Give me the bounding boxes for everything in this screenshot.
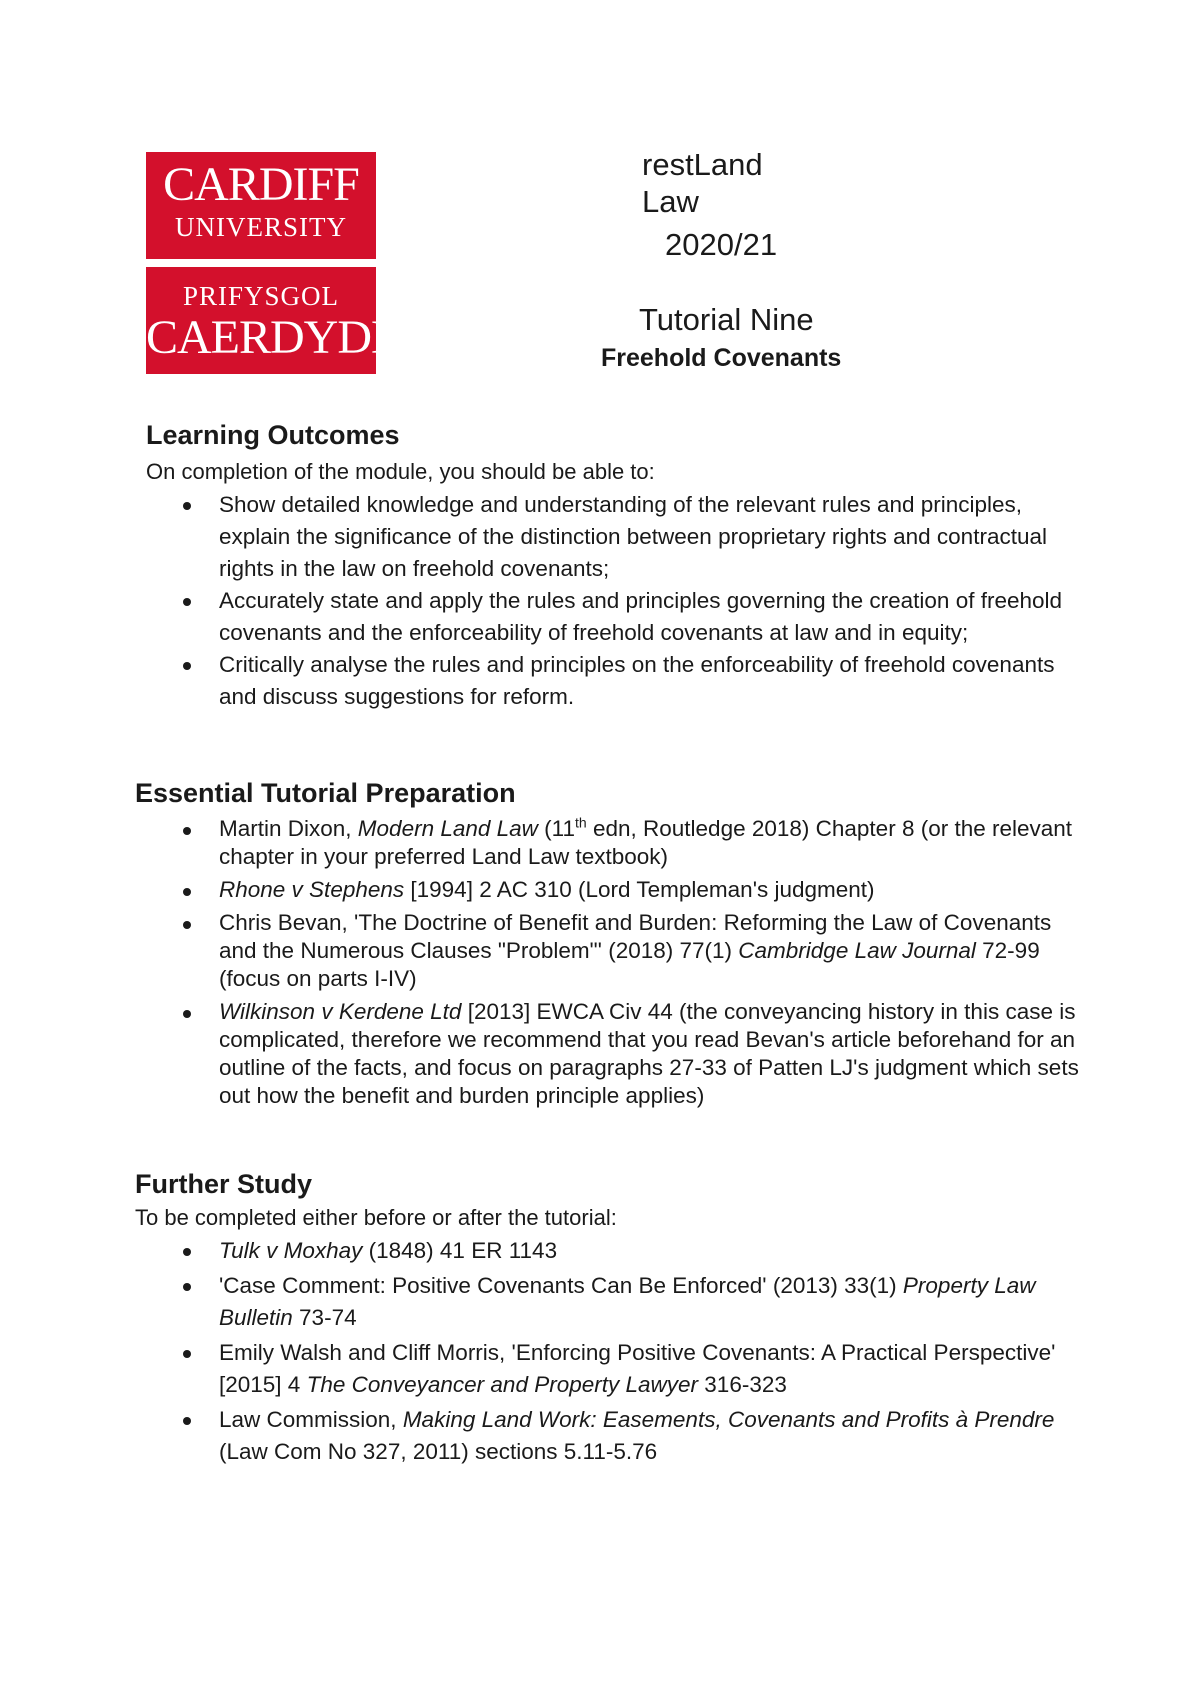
list-item: Chris Bevan, 'The Doctrine of Benefit and Burden: Reforming the Law of Covenants and the Numerous Clauses "Problem"' (2018) 77(1) Cambridge Law Journal 72-99 (focus on parts I-IV) — [180, 909, 1080, 993]
header-tutorial-number: Tutorial Nine — [639, 302, 814, 337]
list-item: 'Case Comment: Positive Covenants Can Be Enforced' (2013) 33(1) Property Law Bulletin 73-74 — [180, 1270, 1080, 1334]
list-item: Accurately state and apply the rules and principles governing the creation of freehold covenants and the enforceability of freehold covenants at law and in equity; — [180, 585, 1080, 649]
logo-prifysgol-text: PRIFYSGOL — [182, 281, 340, 311]
header-topic: Freehold Covenants — [601, 344, 842, 372]
logo-top-block — [146, 152, 376, 259]
preparation-heading: Essential Tutorial Preparation — [135, 778, 516, 808]
logo-cardiff-text: CARDIFF — [163, 158, 359, 211]
list-item: Show detailed knowledge and understanding of the relevant rules and principles, explain the significance of the distinction between proprietary rights and contractual rights in the law on freehold covenants; — [180, 489, 1080, 585]
header-year: 2020/21 — [665, 227, 778, 262]
cardiff-university-logo — [146, 152, 405, 374]
preparation-list — [180, 815, 1080, 1115]
learning-outcomes-list — [180, 489, 1080, 713]
further-study-heading: Further Study — [135, 1169, 313, 1199]
list-item: Rhone v Stephens [1994] 2 AC 310 (Lord Templeman's judgment) — [180, 876, 1080, 904]
logo-bottom-block — [146, 267, 405, 374]
list-item: Martin Dixon, Modern Land Law (11th edn, Routledge 2018) Chapter 8 (or the relevant chapter in your preferred Land Law textbook) — [180, 815, 1080, 871]
list-item: Tulk v Moxhay (1848) 41 ER 1143 — [180, 1235, 1080, 1267]
list-item: Emily Walsh and Cliff Morris, 'Enforcing Positive Covenants: A Practical Perspective' [2015] 4 The Conveyancer and Property Lawyer 316-323 — [180, 1337, 1080, 1401]
further-study-list — [180, 1235, 1080, 1471]
list-item: Law Commission, Making Land Work: Easements, Covenants and Profits à Prendre (Law Com No 327, 2011) sections 5.11-5.76 — [180, 1404, 1080, 1468]
learning-outcomes-intro: On completion of the module, you should be able to: — [146, 459, 655, 484]
header-course-line1: restLand — [642, 147, 763, 182]
list-item: Critically analyse the rules and principles on the enforceability of freehold covenants and discuss suggestions for reform. — [180, 649, 1080, 713]
learning-outcomes-heading: Learning Outcomes — [146, 420, 400, 450]
header-course-line2: Law — [642, 184, 699, 219]
further-study-intro: To be completed either before or after the tutorial: — [135, 1205, 617, 1230]
list-item: Wilkinson v Kerdene Ltd [2013] EWCA Civ 44 (the conveyancing history in this case is complicated, therefore we recommend that you read Bevan's article beforehand for an outline of the facts, and focus on paragraphs 27-33 of Patten LJ's judgment which sets out how the benefit and burden principle applies) — [180, 998, 1080, 1110]
logo-university-text: UNIVERSITY — [175, 212, 347, 242]
logo-caerdydd-text: CAERDYDD — [146, 311, 405, 364]
